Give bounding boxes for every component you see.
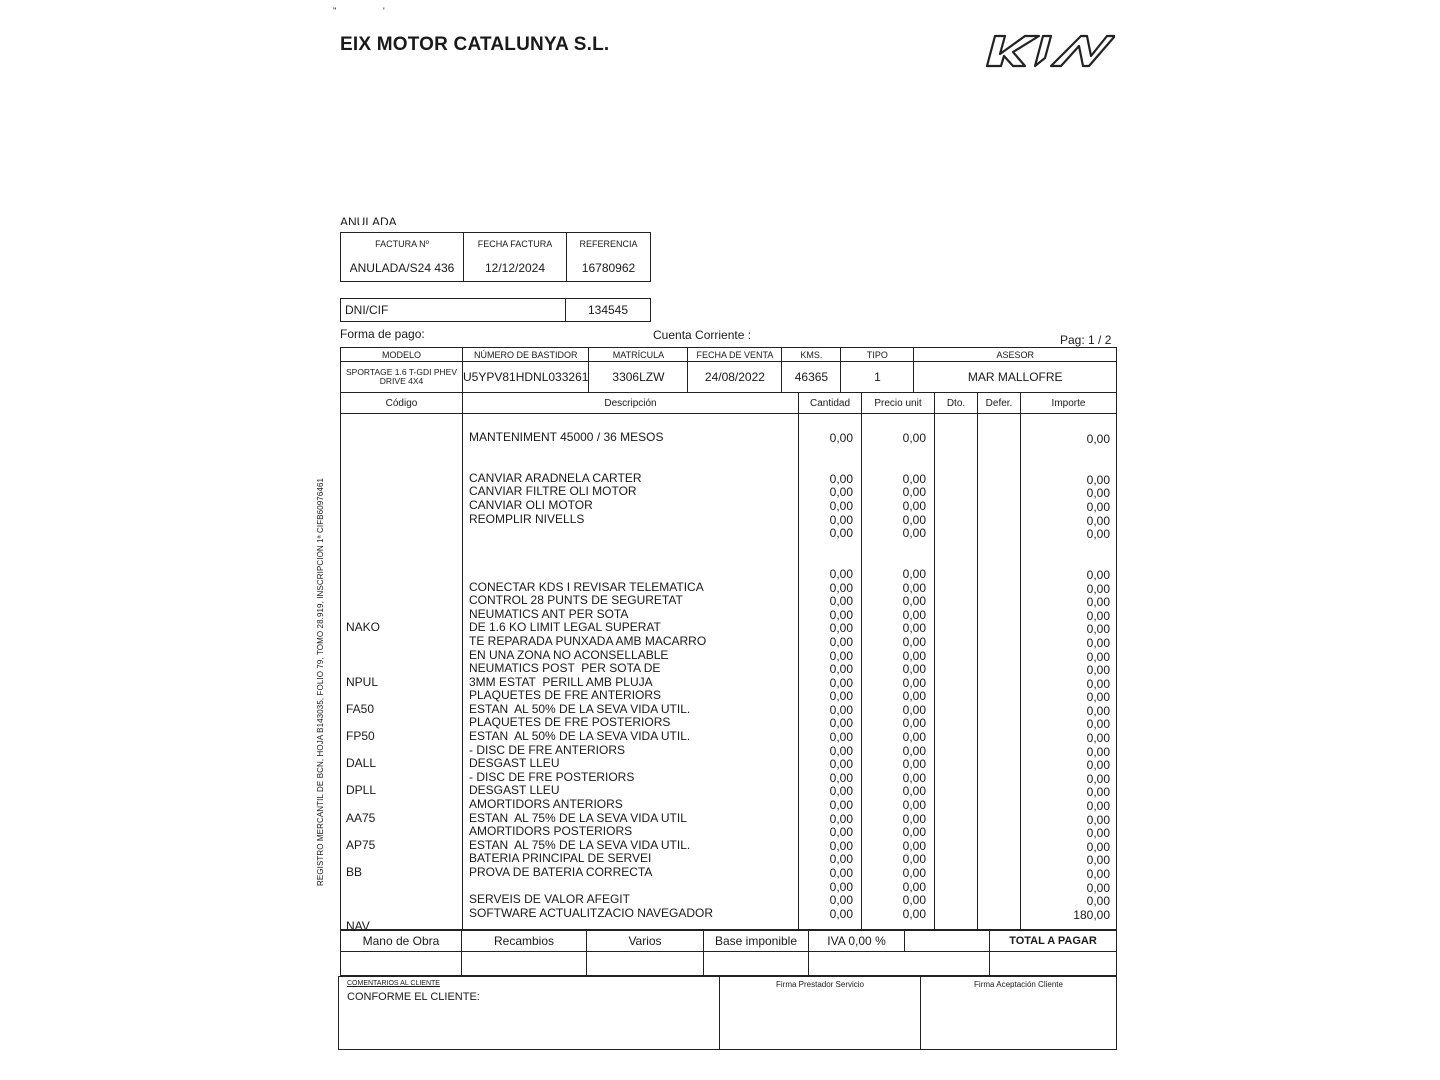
page-number: Pag: 1 / 2 <box>1060 333 1112 347</box>
header-precio: Precio unit <box>862 393 935 414</box>
description-column: MANTENIMENT 45000 / 36 MESOS CANVIAR ARADNELA CARTER CANVIAR FILTRE OLI MOTOR CANVIAR OLI MOTOR REOMPLIR NIVELLS CONECTAR KDS I REVISAR TELEMATICA CONTROL 28 PUNTS DE SEGURETAT NEUMATICS ANT PER SOTA DE 1.6 KO LIMIT LEGAL SUPERAT TE REPARADA PUNXADA AMB MACARRO EN UNA ZONA NO ACONSELLABLE NEUMATICS POST PER SOTA DE 3MM ESTAT PERILL AMB PLUJA PLAQUETES DE FRE ANTERIORS ESTAN AL 50% DE LA SEVA VIDA UTIL. PLAQUETES DE FRE POSTERIORS ESTAN AL 50% DE LA SEVA VIDA UTIL. - DISC DE FRE ANTERIORS DESGAST LLEU - DISC DE FRE POSTERIORS DESGAST LLEU AMORTIDORS ANTERIORS ESTAN AL 75% DE LA SEVA VIDA UTIL AMORTIDORS POSTERIORS ESTAN AL 75% DE LA SEVA VIDA UTIL. BATERIA PRINCIPAL DE SERVEI PROVA DE BATERIA CORRECTA SERVEIS DE VALOR AFEGIT SOFTWARE ACTUALITZACIO NAVEGADOR <box>469 430 714 920</box>
status-label: ANULADA <box>340 215 397 225</box>
header-codigo: Código <box>341 393 463 414</box>
fecha-factura-label: FECHA FACTURA <box>464 233 567 255</box>
header-dto: Dto. <box>935 393 978 414</box>
asesor-value: MAR MALLOFRE <box>914 362 1117 393</box>
comentarios-label: COMENTARIOS AL CLIENTE <box>347 980 440 987</box>
scan-mark: ' <box>383 6 385 16</box>
footer-table <box>338 976 1117 1050</box>
header-tipo: TIPO <box>841 348 914 362</box>
referencia-label: REFERENCIA <box>567 233 651 255</box>
lines-table <box>340 392 1117 930</box>
codes-column: NAKO NPUL FA50 FP50 DALL DPLL AA75 AP75 BB NAV <box>346 620 381 934</box>
header-cantidad: Cantidad <box>799 393 862 414</box>
header-bastidor: NÚMERO DE BASTIDOR <box>463 348 589 362</box>
vehicle-table <box>340 347 1117 393</box>
fecha-factura-value: 12/12/2024 <box>464 255 567 282</box>
header-descripcion: Descripción <box>463 393 799 414</box>
header-kms: KMS. <box>782 348 841 362</box>
recambios-label: Recambios <box>462 931 587 952</box>
registry-note: REGISTRO MERCANTIL DE BCN, HOJA B143035, FOLIO 79, TOMO 28.919, INSCRIPCION 1ª CIFB60976461 <box>316 477 325 886</box>
forma-pago-label: Forma de pago: <box>340 327 425 341</box>
varios-label: Varios <box>587 931 704 952</box>
factura-label: FACTURA Nº <box>341 233 464 255</box>
invoice-info-table <box>340 232 651 282</box>
conforme-label: CONFORME EL CLIENTE: <box>347 991 480 1003</box>
client-id-table <box>340 298 651 322</box>
modelo-value: SPORTAGE 1.6 T-GDI PHEV DRIVE 4X4 <box>341 362 463 393</box>
scan-mark: '' <box>333 6 337 16</box>
totals-table <box>340 930 1117 976</box>
firma-cliente: Firma Aceptación Cliente <box>921 977 1117 1050</box>
client-number: 134545 <box>566 299 651 322</box>
dni-label: DNI/CIF <box>341 299 436 322</box>
base-imponible-label: Base imponible <box>704 931 809 952</box>
company-name: EIX MOTOR CATALUNYA S.L. <box>340 34 610 55</box>
unit-price-column: 0,00 0,00 0,00 0,00 0,00 0,00 0,00 0,00 0,00 0,00 0,00 0,00 0,00 0,00 0,00 0,00 0,00 0,00 0,00 0,00 0,00 0,00 0,00 0,00 0,00 0,00 0,00 0,00 0,00 0,00 0,00 0,00 <box>902 431 926 921</box>
tipo-value: 1 <box>841 362 914 393</box>
importe-column: 0,00 0,00 0,00 0,00 0,00 0,00 0,00 0,00 0,00 0,00 0,00 0,00 0,00 0,00 0,00 0,00 0,00 0,00 0,00 0,00 0,00 0,00 0,00 0,00 0,00 0,00 0,00 0,00 0,00 0,00 0,00 180,00 <box>1073 432 1110 922</box>
header-matricula: MATRÍCULA <box>589 348 688 362</box>
quantity-column: 0,00 0,00 0,00 0,00 0,00 0,00 0,00 0,00 0,00 0,00 0,00 0,00 0,00 0,00 0,00 0,00 0,00 0,00 0,00 0,00 0,00 0,00 0,00 0,00 0,00 0,00 0,00 0,00 0,00 0,00 0,00 0,00 <box>829 431 853 921</box>
mano-obra-label: Mano de Obra <box>341 931 462 952</box>
matricula-value: 3306LZW <box>589 362 688 393</box>
iva-label: IVA 0,00 % <box>809 931 905 952</box>
kms-value: 46365 <box>782 362 841 393</box>
header-modelo: MODELO <box>341 348 463 362</box>
header-importe: Importe <box>1021 393 1117 414</box>
cuenta-corriente-label: Cuenta Corriente : <box>653 328 752 342</box>
factura-value: ANULADA/S24 436 <box>341 255 464 282</box>
firma-prestador: Firma Prestador Servicio <box>720 977 921 1050</box>
header-fecha-venta: FECHA DE VENTA <box>688 348 782 362</box>
fecha-venta-value: 24/08/2022 <box>688 362 782 393</box>
bastidor-value: U5YPV81HDNL033261 <box>463 362 589 393</box>
referencia-value: 16780962 <box>567 255 651 282</box>
kia-logo <box>985 34 1115 73</box>
header-asesor: ASESOR <box>914 348 1117 362</box>
header-defer: Defer. <box>978 393 1021 414</box>
total-pagar-label: TOTAL A PAGAR <box>990 931 1117 952</box>
